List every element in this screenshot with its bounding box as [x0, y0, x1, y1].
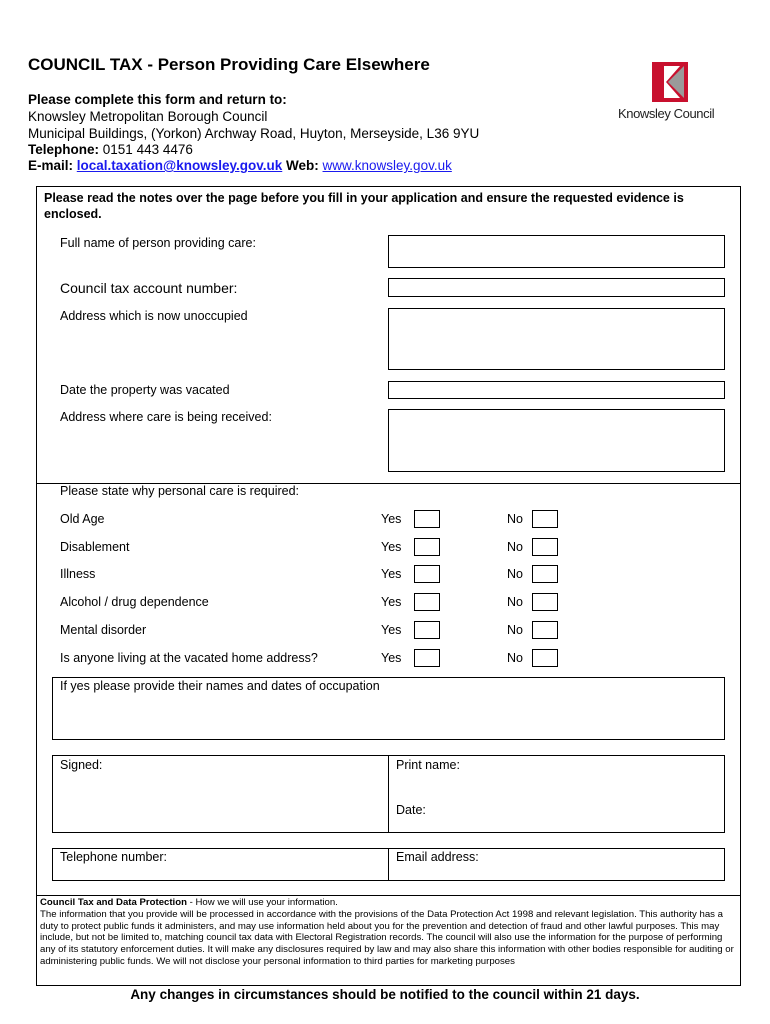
vacated-date-field[interactable]: [388, 381, 725, 399]
yes-label: Yes: [381, 567, 402, 581]
date-label: Date:: [396, 803, 426, 817]
return-instruction: Please complete this form and return to:: [28, 92, 287, 107]
no-label: No: [507, 623, 523, 637]
disablement-yes-checkbox[interactable]: [414, 538, 440, 556]
reason-label: Old Age: [60, 512, 105, 526]
full-name-label: Full name of person providing care:: [60, 236, 256, 250]
email-link[interactable]: local.taxation@knowsley.gov.uk: [76, 158, 283, 173]
yes-label: Yes: [381, 512, 402, 526]
logo-mark-icon: [650, 62, 690, 102]
contact-section: [52, 848, 725, 881]
email-field[interactable]: [389, 865, 724, 880]
reason-label: Disablement: [60, 540, 130, 554]
yes-label: Yes: [381, 651, 402, 665]
reason-label: Mental disorder: [60, 623, 147, 637]
no-label: No: [507, 540, 523, 554]
no-label: No: [507, 512, 523, 526]
telephone-line: [28, 141, 193, 158]
footer-notice: Any changes in circumstances should be notified to the council within 21 days.: [130, 987, 640, 1002]
telephone-number: 0151 443 4476: [102, 142, 193, 157]
telephone-field-label: Telephone number:: [60, 850, 168, 864]
telephone-field[interactable]: [53, 865, 387, 880]
signature-section: [52, 755, 725, 833]
knowsley-logo: [618, 62, 728, 124]
yes-label: Yes: [381, 540, 402, 554]
data-protection-divider: [36, 895, 741, 896]
web-label: Web:: [286, 158, 319, 173]
yes-label: Yes: [381, 595, 402, 609]
reason-label: Is anyone living at the vacated home address?: [60, 651, 318, 665]
mental-disorder-no-checkbox[interactable]: [532, 621, 558, 639]
no-label: No: [507, 595, 523, 609]
unoccupied-address-field[interactable]: [388, 308, 725, 370]
print-name-label: Print name:: [396, 758, 460, 772]
reason-label: Alcohol / drug dependence: [60, 595, 209, 609]
logo-text: Knowsley Council: [618, 106, 715, 121]
occupants-field[interactable]: [52, 677, 725, 740]
illness-yes-checkbox[interactable]: [414, 565, 440, 583]
council-address: Municipal Buildings, (Yorkon) Archway Road, Huyton, Merseyside, L36 9YU: [28, 126, 480, 141]
care-address-label: Address where care is being received:: [60, 410, 272, 424]
full-name-field[interactable]: [388, 235, 725, 268]
reason-prompt: Please state why personal care is required:: [60, 484, 300, 498]
data-protection-heading: Council Tax and Data Protection: [40, 897, 187, 908]
occupied-yes-checkbox[interactable]: [414, 649, 440, 667]
account-number-label: Council tax account number:: [60, 280, 238, 296]
reason-label: Illness: [60, 567, 96, 581]
occupants-label: If yes please provide their names and dates of occupation: [60, 679, 380, 693]
data-protection-body: The information that you provide will be processed in accordance with the provisions of the Data Protection Act 1998 and relevant legislation. This authority has a duty to protect public funds it administers, and may use information held about you for the prevention and detection of fraud and other lawful purposes. This may include, but not be limited to, matching council tax data with Electoral Registration records. The council will also use the information for the purpose of performing any of its statutory enforcement duties. It will make any disclosures required by law and may also share this information with other bodies responsible for auditing or administering public funds. We will not disclose your personal information to third parties for marketing purposes: [40, 908, 734, 967]
yes-label: Yes: [381, 623, 402, 637]
mental-disorder-yes-checkbox[interactable]: [414, 621, 440, 639]
email-field-label: Email address:: [396, 850, 479, 864]
signature-field[interactable]: [53, 756, 387, 832]
data-protection-notice: [40, 897, 736, 968]
web-link[interactable]: www.knowsley.gov.uk: [322, 158, 452, 173]
telephone-label: Telephone:: [28, 142, 100, 157]
no-label: No: [507, 651, 523, 665]
account-number-field[interactable]: [388, 278, 725, 297]
no-label: No: [507, 567, 523, 581]
old-age-yes-checkbox[interactable]: [414, 510, 440, 528]
signed-label: Signed:: [60, 758, 103, 772]
form-title: COUNCIL TAX - Person Providing Care Elsewhere: [28, 55, 430, 74]
date-field[interactable]: [389, 820, 724, 832]
care-address-field[interactable]: [388, 409, 725, 472]
contact-line: [28, 157, 452, 174]
alcohol-drug-no-checkbox[interactable]: [532, 593, 558, 611]
unoccupied-address-label: Address which is now unoccupied: [60, 309, 248, 323]
council-name: Knowsley Metropolitan Borough Council: [28, 109, 268, 124]
email-label: E-mail:: [28, 158, 74, 173]
data-protection-heading-suffix: - How we will use your information.: [186, 897, 338, 908]
occupied-no-checkbox[interactable]: [532, 649, 558, 667]
old-age-no-checkbox[interactable]: [532, 510, 558, 528]
print-name-field[interactable]: [389, 776, 724, 796]
disablement-no-checkbox[interactable]: [532, 538, 558, 556]
vacated-date-label: Date the property was vacated: [60, 383, 230, 397]
illness-no-checkbox[interactable]: [532, 565, 558, 583]
alcohol-drug-yes-checkbox[interactable]: [414, 593, 440, 611]
notice-text: Please read the notes over the page before you fill in your application and ensure the requested evidence is enclosed.: [44, 191, 684, 221]
